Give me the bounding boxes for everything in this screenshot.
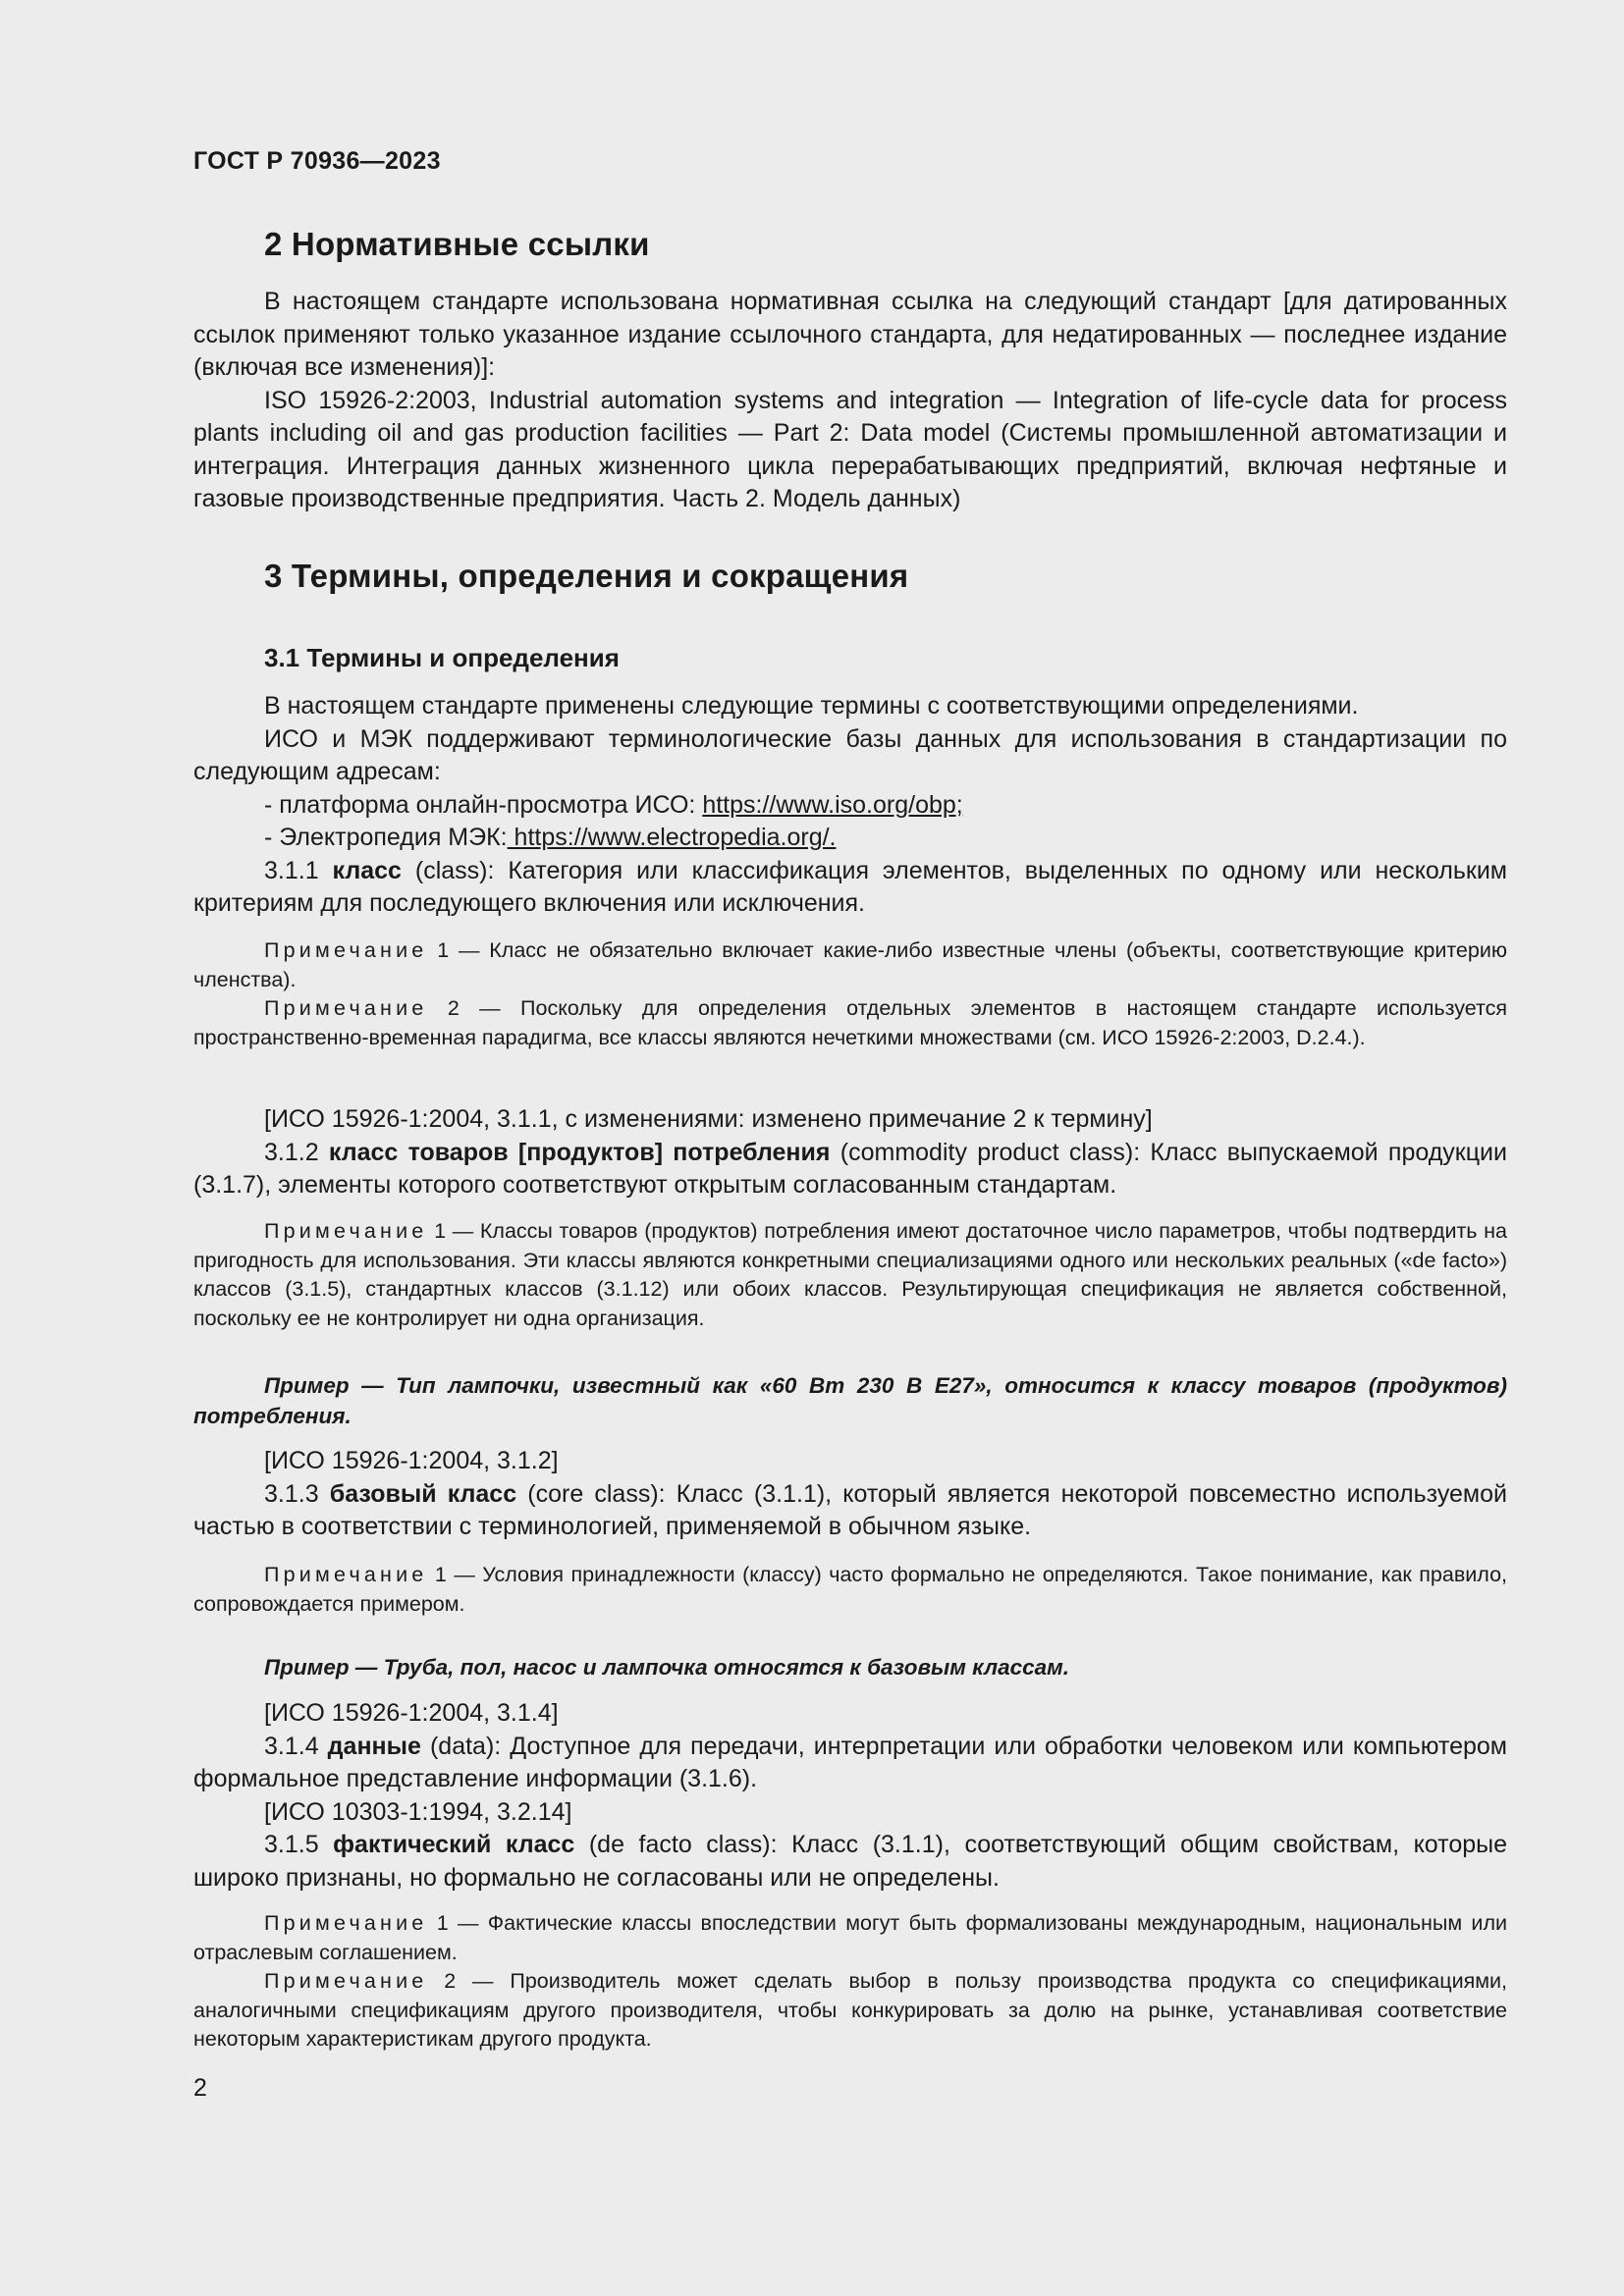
iso-obp-link[interactable]: https://www.iso.org/obp;	[702, 790, 963, 819]
intro-paragraph-2: ИСО и МЭК поддерживают терминологические базы данных для использования в стандартизации по следующим адресам:	[193, 724, 1507, 785]
example-3-1-2: Пример — Тип лампочки, известный как «60 Вт 230 В Е27», относится к классу товаров (продуктов) потребления.	[193, 1373, 1507, 1428]
term-3-1-5-notes	[193, 1909, 1507, 2055]
term-3-1-3-notes	[193, 1561, 1507, 1619]
source-3-1-2: [ИСО 15926-1:2004, 3.1.2]	[264, 1447, 559, 1474]
term-3-1-1-notes	[193, 936, 1507, 1052]
section-2-paragraph-2: ISO 15926-2:2003, Industrial automation systems and integration — Integration of life-cycle data for process plants including oil and gas production facilities — Part 2: Data model (Системы промышленной автоматизации и интеграция. Интеграция данных жизненного цикла перерабатывающих предприятий, включая нефтяные и газовые производственные предприятия. Часть 2. Модель данных)	[193, 386, 1507, 512]
section-3-1-title: 3.1 Термины и определения	[264, 643, 620, 672]
term-3-1-2: 3.1.2 класс товаров [продуктов] потребления (commodity product class): Класс выпускаемой продукции (3.1.7), элементы которого соответствуют открытым согласованным стандартам.	[193, 1138, 1507, 1199]
term-3-1-4-5-block	[193, 1697, 1507, 1895]
example-3-1-3: Пример — Труба, пол, насос и лампочка относятся к базовым классам.	[264, 1655, 1070, 1680]
term-3-1-2-notes	[193, 1217, 1507, 1333]
term-name: фактический класс	[333, 1831, 575, 1858]
note-1: Примечание 1 — Класс не обязательно включает какие-либо известные члены (объекты, соответствующие критерию членства).	[193, 938, 1507, 991]
term-3-1-3: 3.1.3 базовый класс (core class): Класс (3.1.1), который является некоторой повсеместно используемой частью в соответствии с терминологией, применяемой в обычном языке.	[193, 1479, 1507, 1540]
term-name: базовый класс	[329, 1479, 517, 1508]
note-1: Примечание 1 — Фактические классы впоследствии могут быть формализованы международным, национальным или отраслевым соглашением.	[193, 1911, 1507, 1964]
section-2-body	[193, 286, 1507, 516]
section-2-paragraph-1: В настоящем стандарте использована нормативная ссылка на следующий стандарт [для датированных ссылок применяют только указанное издание ссылочного стандарта, для недатированных — последнее издание (включая все изменения)]:	[193, 288, 1507, 381]
source-3-1-3: [ИСО 15926-1:2004, 3.1.4]	[264, 1699, 559, 1727]
list-item-iso: - платформа онлайн-просмотра ИСО: https://www.iso.org/obp;	[264, 790, 963, 819]
note-1: Примечание 1 — Условия принадлежности (классу) часто формально не определяются. Такое понимание, как правило, сопровождается примером.	[193, 1563, 1507, 1616]
section-2-title: 2 Нормативные ссылки	[264, 226, 650, 262]
note-2: Примечание 2 — Производитель может сделать выбор в пользу производства продукта со спецификациями, аналогичными спецификациям другого производителя, чтобы конкурировать за долю на рынке, устанавливая соответствие некоторым характеристикам другого продукта.	[193, 1969, 1507, 2051]
source-3-1-1: [ИСО 15926-1:2004, 3.1.1, с изменениями: изменено примечание 2 к термину]	[264, 1105, 1153, 1133]
term-3-1-1: 3.1.1 класс (class): Категория или классификация элементов, выделенных по одному или нескольким критериям для последующего включения или исключения.	[193, 856, 1507, 917]
term-3-1-4: 3.1.4 данные (data): Доступное для передачи, интерпретации или обработки человеком или компьютером формальное представление информации (3.1.6).	[193, 1732, 1507, 1792]
term-name: данные	[327, 1732, 421, 1760]
term-name: класс	[332, 856, 402, 884]
intro-paragraph-1: В настоящем стандарте применены следующие термины с соответствующими определениями.	[264, 692, 1359, 720]
electropedia-link[interactable]: https://www.electropedia.org/.	[507, 824, 837, 851]
note-2: Примечание 2 — Поскольку для определения отдельных элементов в настоящем стандарте используется пространственно-временная парадигма, все классы являются нечеткими множествами (см. ИСО 15926-2:2003, D.2.4.).	[193, 996, 1507, 1049]
source-3-1-4: [ИСО 10303-1:1994, 3.2.14]	[264, 1797, 572, 1826]
section-3-title: 3 Термины, определения и сокращения	[264, 558, 909, 594]
term-3-1-5: 3.1.5 фактический класс (de facto class): Класс (3.1.1), соответствующий общим свойствам, которые широко признаны, но формально не согласованы или не определены.	[193, 1831, 1507, 1892]
list-item-iec: - Электропедия МЭК: https://www.electropedia.org/.	[264, 824, 837, 851]
term-3-1-3-block	[193, 1445, 1507, 1544]
page-number: 2	[193, 2074, 207, 2102]
term-3-1-2-block	[193, 1103, 1507, 1202]
section-3-1-intro	[193, 690, 1507, 921]
document-header: ГОСТ Р 70936—2023	[193, 147, 441, 175]
term-name: класс товаров [продуктов] потребления	[328, 1138, 831, 1166]
note-1: Примечание 1 — Классы товаров (продуктов) потребления имеют достаточное число параметров, чтобы подтвердить на пригодность для использования. Эти классы являются конкретными специализациями одного или нескольких реальных («de facto») классов (3.1.5), стандартных классов (3.1.12) или обоих классов. Результирующая спецификация не является собственной, поскольку ее не контролирует ни одна организация.	[193, 1219, 1507, 1330]
